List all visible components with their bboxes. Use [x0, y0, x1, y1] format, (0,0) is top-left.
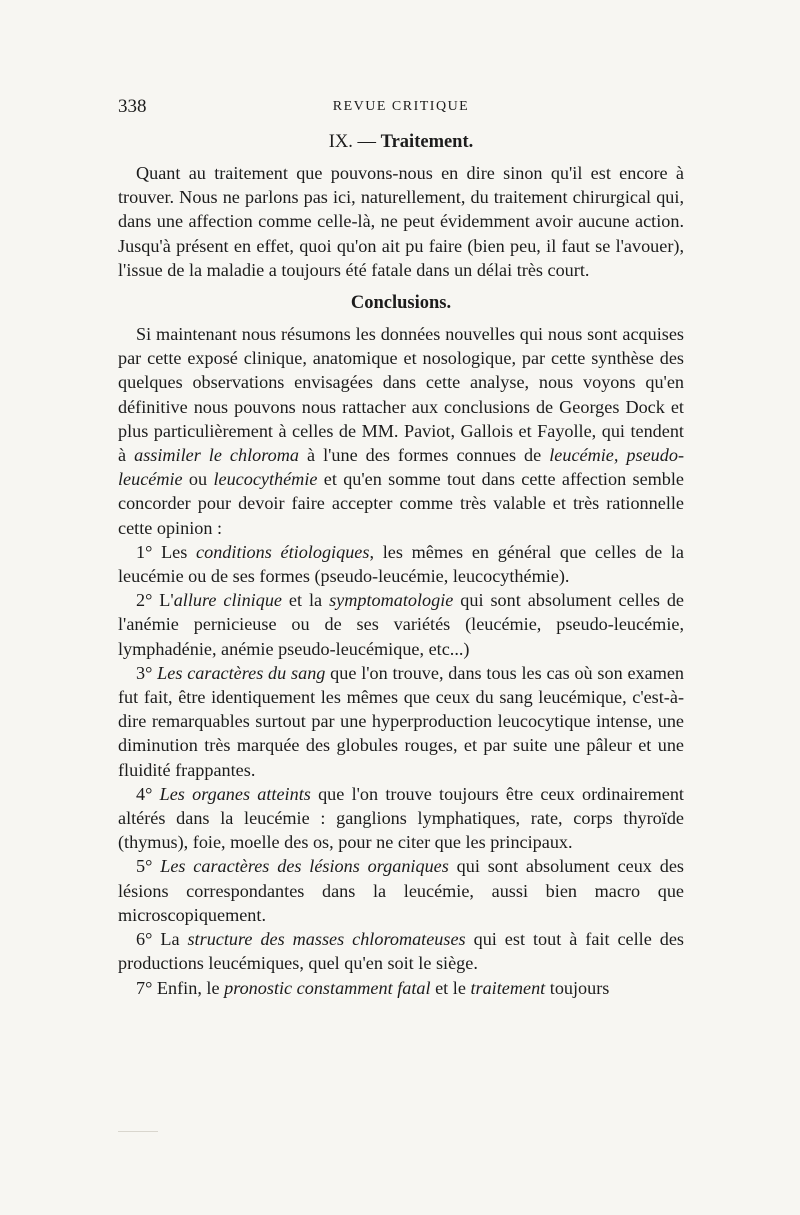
conclusion-item-6: [118, 927, 684, 975]
item-1-emphasis: conditions étiologiques: [196, 541, 370, 562]
intro-text-e: ou: [182, 469, 214, 490]
conclusion-item-2: [118, 588, 684, 661]
conclusion-item-7: [118, 976, 684, 1000]
page-number: 338: [118, 96, 147, 117]
section-numeral: IX.: [328, 132, 353, 152]
item-1-text: , les mêmes en général que celles de la leucémie ou de ses formes (pseudo-leucémie, leucocythémie).: [118, 541, 684, 587]
intro-emphasis-b: assimiler le chloroma: [134, 445, 299, 466]
running-head: [118, 96, 684, 120]
section-dash: —: [352, 132, 381, 152]
item-3-emphasis: Les caractères du sang: [157, 662, 326, 683]
section-heading-conclusions: Conclusions.: [350, 293, 452, 314]
paragraph-intro: [118, 322, 684, 540]
intro-text-c: à l'une des formes connues de: [298, 445, 550, 466]
body-text: [118, 130, 684, 1000]
item-7-text: toujours: [545, 977, 610, 998]
item-6-number: 6° La: [136, 929, 188, 950]
item-2-middle: et la: [282, 590, 330, 611]
section-title: Traitement.: [380, 132, 474, 152]
item-5-number: 5°: [136, 856, 161, 877]
item-5-text: qui sont absolument ceux des lésions correspondantes dans la leucémie, aussi bien macro que microscopiquement.: [118, 856, 684, 925]
item-4-text: que l'on trouve toujours être ceux ordinairement altérés dans la leucémie : ganglions lymphatiques, rate, corps thyroïde (thymus), foie, moelle des os, pour ne citer que les principaux.: [118, 783, 684, 853]
item-5-emphasis: Les caractères des lésions organiques: [160, 856, 449, 877]
item-7-emphasis-1: pronostic constamment fatal: [224, 977, 431, 998]
conclusion-item-1: [118, 540, 684, 588]
item-4-number: 4°: [136, 783, 160, 804]
item-2-emphasis-2: symptomatologie: [329, 590, 454, 611]
item-7-emphasis-2: traitement: [470, 977, 546, 998]
footer-rule: [118, 1131, 158, 1132]
item-7-number: 7° Enfin, le: [136, 977, 225, 998]
item-2-emphasis-1: allure clinique: [173, 590, 282, 611]
section-heading-traitement: [118, 130, 684, 154]
conclusion-item-5: [118, 854, 684, 927]
item-3-number: 3°: [136, 662, 158, 683]
conclusion-item-4: [118, 782, 684, 855]
intro-emphasis-d: leucémie, pseudo-leucémie: [118, 445, 684, 490]
item-3-text: que l'on trouve, dans tous les cas où son examen fut fait, être identiquement les mêmes que ceux du sang leucémique, c'est-à-dire remarquables surtout par une hyperproduction leucocytique intense, une diminution très marquée des globules rouges, et par suite une pâleur et une fluidité frappantes.: [118, 662, 685, 780]
intro-emphasis-f: leucocythémie: [213, 469, 318, 490]
item-7-middle: et le: [430, 977, 471, 998]
item-2-text: qui sont absolument celles de l'anémie pernicieuse ou de ses variétés (leucémie, pseudo-leucémie, lymphadénie, anémie pseudo-leucémique, etc...): [118, 590, 684, 659]
item-2-number: 2° L': [136, 590, 174, 611]
item-4-emphasis: Les organes atteints: [159, 783, 311, 804]
paragraph-traitement: Quant au traitement que pouvons-nous en dire sinon qu'il est encore à trouver. Nous ne parlons pas ici, naturellement, du traitement chirurgical qui, dans une affection comme celle-là, ne peut évidemment avoir aucune action. Jusqu'à présent en effet, quoi qu'on ait pu faire (bien peu, il faut se l'avouer), l'issue de la maladie a toujours été fatale dans un délai très court.: [118, 163, 684, 280]
conclusion-item-3: [118, 661, 684, 782]
intro-text-g: et qu'en somme tout dans cette affection semble concorder pour devoir faire accepter comme très valable et très rationnelle cette opinion :: [118, 469, 685, 538]
item-6-text: qui est tout à fait celle des productions leucémiques, quel qu'en soit le siège.: [118, 929, 684, 974]
item-6-emphasis: structure des masses chloromateuses: [187, 929, 466, 950]
intro-text-a: Si maintenant nous résumons les données nouvelles qui nous sont acquises par cette exposé clinique, anatomique et nosologique, par cette synthèse des quelques observations envisagées dans cette analyse, nous voyons qu'en définitive nous pouvons nous rattacher aux conclusions de Georges Dock et plus particulièrement à celles de MM. Paviot, Gallois et Fayolle, qui tendent à: [118, 324, 684, 466]
journal-title: REVUE CRITIQUE: [332, 99, 470, 114]
item-1-number: 1° Les: [136, 541, 197, 562]
